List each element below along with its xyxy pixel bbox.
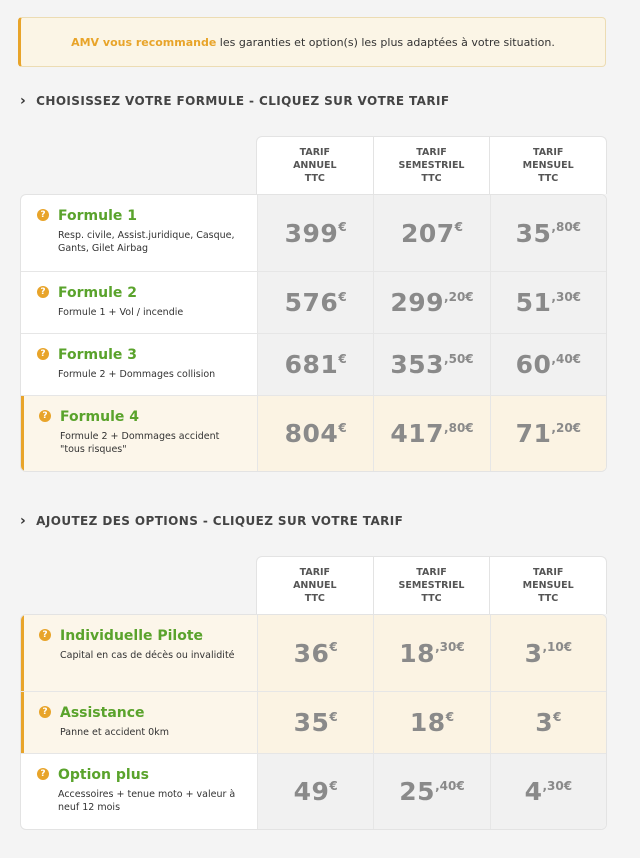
price-integer: 35: [293, 708, 330, 737]
help-icon[interactable]: ?: [37, 348, 49, 360]
header-semestriel: TARIF SEMESTRIEL TTC: [373, 137, 490, 194]
help-icon[interactable]: ?: [37, 768, 49, 780]
price-integer: 35: [515, 218, 552, 248]
price-annuel-button[interactable]: [257, 692, 373, 753]
price-decimal: €: [329, 640, 338, 654]
header-annuel: TARIF ANNUEL TTC: [293, 147, 337, 184]
formules-section-title: › CHOISISSEZ VOTRE FORMULE - CLIQUEZ SUR VOTRE TARIF: [20, 93, 450, 109]
help-icon[interactable]: ?: [39, 629, 51, 641]
price-annuel-button[interactable]: [257, 615, 373, 691]
help-icon[interactable]: ?: [39, 410, 51, 422]
formule-name: Formule 4: [60, 409, 139, 425]
price-annuel-button[interactable]: [257, 334, 373, 395]
help-icon[interactable]: ?: [39, 706, 51, 718]
price-decimal: ,80€: [444, 420, 474, 435]
price-integer: 25: [399, 777, 436, 806]
price-mensuel-button[interactable]: [490, 334, 606, 395]
price-semestriel-button[interactable]: [373, 754, 489, 829]
price-integer: 399: [284, 218, 339, 248]
option-description: Accessoires + tenue moto + valeur à neuf 12 mois: [58, 789, 236, 813]
price-integer: 18: [399, 638, 436, 668]
formule-row: [21, 271, 606, 333]
formule-description: Formule 1 + Vol / incendie: [58, 307, 184, 318]
price-integer: 299: [390, 288, 445, 317]
header-mensuel: TARIF MENSUEL TTC: [489, 557, 606, 614]
price-integer: 36: [293, 638, 330, 668]
price-integer: 60: [515, 350, 552, 379]
formules-header-row: [256, 136, 607, 194]
price-semestriel-button[interactable]: [373, 396, 489, 471]
options-table: [20, 614, 607, 830]
price-integer: 207: [400, 218, 455, 248]
option-name: Option plus: [58, 767, 149, 783]
header-semestriel: TARIF SEMESTRIEL TTC: [373, 557, 490, 614]
price-decimal: ,20€: [444, 289, 474, 304]
chevron-right-icon: ›: [20, 513, 27, 529]
formule-label-cell: [21, 195, 257, 271]
price-decimal: €: [338, 220, 347, 234]
price-semestriel-button[interactable]: [373, 615, 489, 691]
price-decimal: €: [329, 778, 338, 793]
price-decimal: ,30€: [435, 640, 465, 654]
price-mensuel-button[interactable]: [490, 396, 606, 471]
price-decimal: ,10€: [542, 640, 573, 654]
price-integer: 576: [284, 288, 339, 317]
banner-text: les garanties et option(s) les plus adaptées à votre situation.: [216, 36, 555, 49]
option-row: [21, 753, 606, 829]
price-annuel-button[interactable]: [257, 754, 373, 829]
price-decimal: €: [338, 289, 347, 304]
price-annuel-button[interactable]: [257, 195, 373, 271]
price-semestriel-button[interactable]: [373, 692, 489, 753]
formule-name: Formule 2: [58, 285, 137, 301]
options-section-title: › AJOUTEZ DES OPTIONS - CLIQUEZ SUR VOTRE TARIF: [20, 513, 404, 529]
formule-label-cell: [21, 396, 257, 471]
formule-label-cell: [21, 334, 257, 395]
header-mensuel: TARIF MENSUEL TTC: [489, 137, 606, 194]
price-integer: 51: [515, 288, 552, 317]
option-description: Capital en cas de décès ou invalidité: [60, 650, 235, 661]
price-decimal: €: [338, 420, 347, 435]
option-label-cell: [21, 692, 257, 753]
formule-name: Formule 3: [58, 347, 137, 363]
price-decimal: €: [329, 709, 338, 724]
price-mensuel-button[interactable]: [490, 692, 606, 753]
price-annuel-button[interactable]: [257, 396, 373, 471]
recommendation-banner: [18, 17, 606, 67]
price-decimal: ,30€: [551, 289, 582, 304]
price-decimal: ,80€: [551, 220, 582, 234]
price-decimal: ,40€: [551, 351, 582, 366]
option-name: Individuelle Pilote: [60, 628, 204, 644]
price-mensuel-button[interactable]: [490, 272, 606, 333]
price-decimal: €: [454, 220, 464, 234]
price-integer: 18: [409, 708, 446, 737]
formule-row: [21, 333, 606, 395]
price-decimal: ,30€: [542, 778, 573, 793]
price-integer: 4: [524, 777, 543, 806]
formule-name: Formule 1: [58, 208, 137, 224]
price-mensuel-button[interactable]: [490, 754, 606, 829]
formule-description: Formule 2 + Dommages collision: [58, 369, 216, 380]
price-annuel-button[interactable]: [257, 272, 373, 333]
option-label-cell: [21, 615, 257, 691]
price-decimal: €: [445, 709, 455, 724]
price-decimal: €: [338, 351, 347, 366]
price-decimal: ,50€: [444, 351, 474, 366]
price-integer: 681: [284, 350, 339, 379]
chevron-right-icon: ›: [20, 93, 27, 109]
price-semestriel-button[interactable]: [373, 195, 489, 271]
option-description: Panne et accident 0km: [60, 727, 169, 738]
price-integer: 71: [515, 419, 552, 448]
formule-row: [21, 395, 606, 471]
price-semestriel-button[interactable]: [373, 272, 489, 333]
help-icon[interactable]: ?: [37, 286, 49, 298]
price-integer: 49: [293, 777, 330, 806]
formule-label-cell: [21, 272, 257, 333]
banner-brand: AMV vous recommande: [71, 36, 217, 49]
option-row: [21, 615, 606, 691]
formule-row: [21, 195, 606, 271]
price-decimal: €: [553, 709, 562, 724]
option-name: Assistance: [60, 705, 145, 721]
price-integer: 804: [284, 419, 339, 448]
formules-table: [20, 194, 607, 472]
price-integer: 3: [524, 638, 543, 668]
price-semestriel-button[interactable]: [373, 334, 489, 395]
price-integer: 417: [390, 419, 445, 448]
option-label-cell: [21, 754, 257, 829]
formule-description: Resp. civile, Assist.juridique, Casque, Gants, Gilet Airbag: [58, 230, 235, 254]
options-header-row: [256, 556, 607, 614]
price-integer: 3: [535, 708, 554, 737]
price-mensuel-button[interactable]: [490, 615, 606, 691]
help-icon[interactable]: ?: [37, 209, 49, 221]
price-decimal: ,20€: [551, 420, 582, 435]
formule-description: Formule 2 + Dommages accident "tous risques": [60, 431, 220, 455]
price-integer: 353: [390, 350, 445, 379]
header-annuel: TARIF ANNUEL TTC: [293, 567, 337, 604]
option-row: [21, 691, 606, 753]
price-decimal: ,40€: [435, 778, 465, 793]
price-mensuel-button[interactable]: [490, 195, 606, 271]
